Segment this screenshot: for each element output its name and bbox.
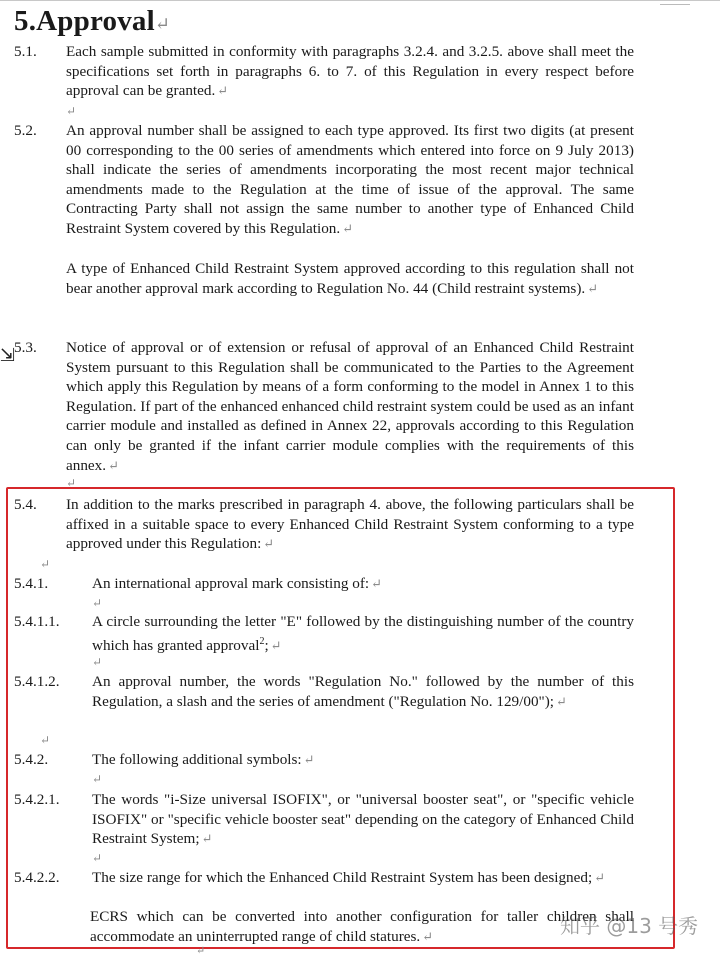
paragraph-mark-icon: ↵ [303,752,315,767]
paragraph-text [92,574,634,594]
paragraph-text [66,121,634,239]
mouse-cursor-icon: ⇲ [0,345,16,366]
paragraph-number: 5.2. [14,122,37,139]
paragraph-body: Notice of approval or of extension or refusal of approval of an Enhanced Child Restraint System pursuant to this Regulation shall be communicated to the Parties to the Agreement which apply this Regulation by means of a form conforming to the model in Annex 1 to this Regulation. If part of the enhanced enhanced child restraint system could be used as an infant carrier module and installed as defined in Annex 22, approvals according to this Regulation can only be granted if the infant carrier module complies with the requirements of this annex. [66,339,634,474]
paragraph-mark-icon: ↵ [108,457,119,473]
paragraph-mark-icon: ↵ [422,928,434,944]
paragraph-number: 5.4. [14,496,37,513]
paragraph-mark-icon: ↵ [342,220,354,236]
paragraph-body: The following additional symbols: [92,751,302,768]
paragraph-mark-icon: ↵ [371,576,383,591]
paragraph-text [66,338,634,475]
paragraph-text [92,672,634,711]
paragraph-text [92,612,634,655]
paragraph-number: 5.4.1.1. [14,613,60,630]
paragraph-text [66,42,634,101]
paragraph-body: The size range for which the Enhanced Child Restraint System has been designed; [92,869,593,886]
paragraph-mark-icon: ↵ [263,536,275,552]
watermark: 知乎 @13 号秀 [560,914,699,938]
paragraph-text [92,868,634,888]
empty-paragraph-mark-icon: ↵ [66,476,77,490]
empty-paragraph-mark-icon: ↵ [196,945,206,957]
paragraph-text [66,495,634,554]
paragraph-mark-icon: ↵ [556,693,567,709]
empty-paragraph-mark-icon: ↵ [92,596,103,610]
paragraph-tail: ; [264,636,269,654]
paragraph-body: A type of Enhanced Child Restraint System approved according to this regulation shall not bear another approval mark according to Regulation No. 44 (Child restraint systems). [66,260,634,297]
empty-paragraph-mark-icon: ↵ [92,655,103,669]
section-heading [14,2,170,43]
paragraph-number: 5.3. [14,339,37,356]
paragraph-body: The words "i-Size universal ISOFIX", or "universal booster seat", or "specific vehicle ISOFIX" or "specific vehicle booster seat" depending on the category of Enhanced Child Restraint System; [92,791,634,848]
empty-paragraph-mark-icon: ↵ [66,104,77,118]
paragraph-mark-icon: ↵ [594,870,606,885]
paragraph-mark-icon: ↵ [154,14,171,34]
empty-paragraph-mark-icon: ↵ [92,851,103,865]
paragraph-number: 5.4.1.2. [14,673,60,690]
footnote-reference: 2 [259,635,265,647]
paragraph-mark-icon: ↵ [201,831,213,847]
paragraph-body: A circle surrounding the letter "E" followed by the distinguishing number of the country which has granted approval [92,613,634,654]
paragraph-number: 5.1. [14,43,37,60]
heading-text: 5.Approval [14,5,155,37]
paragraph-number: 5.4.2. [14,751,49,768]
empty-paragraph-mark-icon: ↵ [40,557,51,571]
paragraph-number: 5.4.1. [14,575,49,592]
paragraph-text [66,259,634,298]
paragraph-body: In addition to the marks prescribed in paragraph 4. above, the following particulars shall be affixed in a suitable space to every Enhanced Child Restraint System conforming to a type approved under this Regulation: [66,496,634,553]
empty-paragraph-mark-icon: ↵ [92,772,103,786]
empty-paragraph-mark-icon: ↵ [40,733,51,747]
paragraph-mark-icon: ↵ [587,280,599,296]
paragraph-body: ECRS which can be converted into another configuration for taller children shall accommodate an uninterrupted range of child statures. [90,908,634,945]
paragraph-text [92,750,634,770]
paragraph-text [90,907,634,946]
paragraph-mark-icon: ↵ [270,637,282,653]
paragraph-text [92,790,634,849]
paragraph-body: Each sample submitted in conformity with paragraphs 3.2.4. and 3.2.5. above shall meet the specifications set forth in paragraphs 6. to 7. of this Regulation in every respect before approval can be granted. [66,43,634,100]
paragraph-body: An international approval mark consisting of: [92,575,370,592]
paragraph-mark-icon: ↵ [217,83,229,99]
paragraph-number: 5.4.2.1. [14,791,60,808]
page-top-border [0,0,720,1]
paragraph-body: An approval number shall be assigned to each type approved. Its first two digits (at present 00 corresponding to the 00 series of amendments which entered into force on 9 July 2013) shall indicate the series of amendments incorporating the most recent major technical amendments made to the Regulation at the time of issue of the approval. The same Contracting Party shall not assign the same number to another type of Enhanced Child Restraint System covered by this Regulation. [66,122,634,237]
paragraph-body: An approval number, the words "Regulation No." followed by the number of this Regulation, a slash and the series of amendment ("Regulation No. 129/00"); [92,673,634,710]
ruler-tab-marker [660,0,690,5]
paragraph-number: 5.4.2.2. [14,869,60,886]
